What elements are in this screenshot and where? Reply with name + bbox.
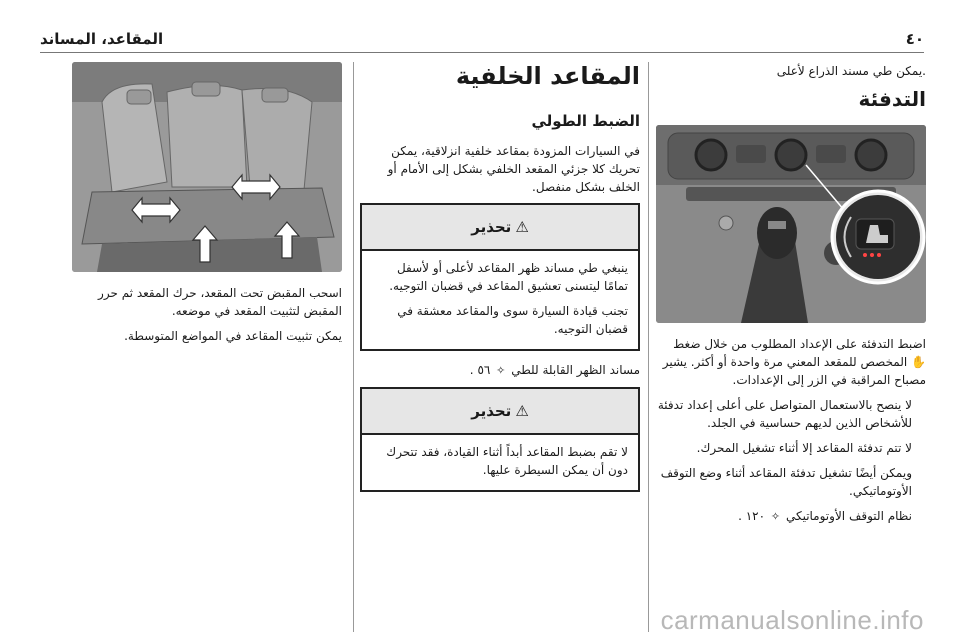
- armrest-note: .يمكن طي مسند الذراع لأعلى: [776, 64, 926, 78]
- heating-sensitivity-note: لا ينصح بالاستعمال المتواصل على أعلى إعداد تدفئة للأشخاص الذين لديهم حساسية في الجلد.: [657, 398, 912, 430]
- column-divider-right: [648, 62, 649, 632]
- warning-header: ⚠ تحذير: [362, 205, 638, 251]
- heating-autostop-note: ويمكن أيضًا تشغيل تدفئة المقاعد أثناء وضع التوقف الأوتوماتيكي.: [660, 466, 912, 498]
- heating-instructions: اضبط التدفئة على الإعداد المطلوب من خلال ضغط ✋ المخصص للمقعد المعني مرة واحدة أو أكثر. يشير مصباح المراقبة في الزر إلى الإعدادات.: [662, 337, 926, 387]
- column-divider-left: [353, 62, 354, 632]
- intermediate-positions-note: يمكن تثبيت المقاعد في المواضع المتوسطة.: [124, 329, 342, 343]
- page-reference-icon: ✧: [770, 510, 781, 523]
- heating-engine-note: لا تتم تدفئة المقاعد إلا أثناء تشغيل المحرك.: [696, 441, 912, 455]
- warning-icon: ⚠: [515, 402, 529, 420]
- right-column: [656, 62, 926, 632]
- longitudinal-adjustment-heading: الضبط الطولي: [531, 112, 640, 130]
- left-column: [72, 62, 342, 632]
- warning-box-latching: [360, 203, 640, 351]
- slide-instructions: اسحب المقبض تحت المقعد، حرك المقعد ثم حرر المقبض لتثبيت المقعد في موضعه.: [98, 286, 342, 318]
- middle-column: [360, 62, 640, 632]
- page-reference-icon: ✧: [496, 364, 506, 377]
- site-watermark: carmanualsonline.info: [660, 605, 924, 635]
- warning-text: لا تقم بضبط المقاعد أبداً أثناء القيادة، فقد تتحرك دون أن يمكن السيطرة عليها.: [386, 445, 628, 477]
- heating-heading: التدفئة: [858, 87, 926, 111]
- autostop-reference: نظام التوقف الأوتوماتيكي ✧ ١٢٠ .: [738, 509, 912, 523]
- page-title: المقاعد، المساند: [40, 30, 164, 48]
- rear-seats-photo: [72, 62, 342, 272]
- heated-seat-console-photo: [656, 125, 926, 323]
- warning-text: تجنب قيادة السيارة سوى والمقاعد معشقة في قضبان التوجيه.: [397, 304, 628, 336]
- warning-text: ينبغي طي مساند ظهر المقاعد لأعلى أو لأسفل تمامًا ليتسنى تعشيق المقاعد في قضبان التوجيه.: [389, 261, 628, 293]
- rear-seats-heading: المقاعد الخلفية: [455, 62, 640, 90]
- warning-icon: ⚠: [515, 218, 529, 236]
- folding-backrest-reference: مساند الظهر القابلة للطي ✧ ٥٦ .: [469, 363, 640, 377]
- warning-box-driving: [360, 387, 640, 492]
- page-header: [40, 26, 924, 52]
- header-divider: [40, 52, 924, 53]
- warning-header: ⚠ تحذير: [362, 389, 638, 435]
- page-number: ٤٠: [905, 30, 924, 48]
- sliding-seats-text: في السيارات المزودة بمقاعد خلفية انزلاقية، يمكن تحريك كلا جزئي المقعد الخلفي بشكل إلى الأمام أو الخلف بشكل منفصل.: [387, 144, 640, 194]
